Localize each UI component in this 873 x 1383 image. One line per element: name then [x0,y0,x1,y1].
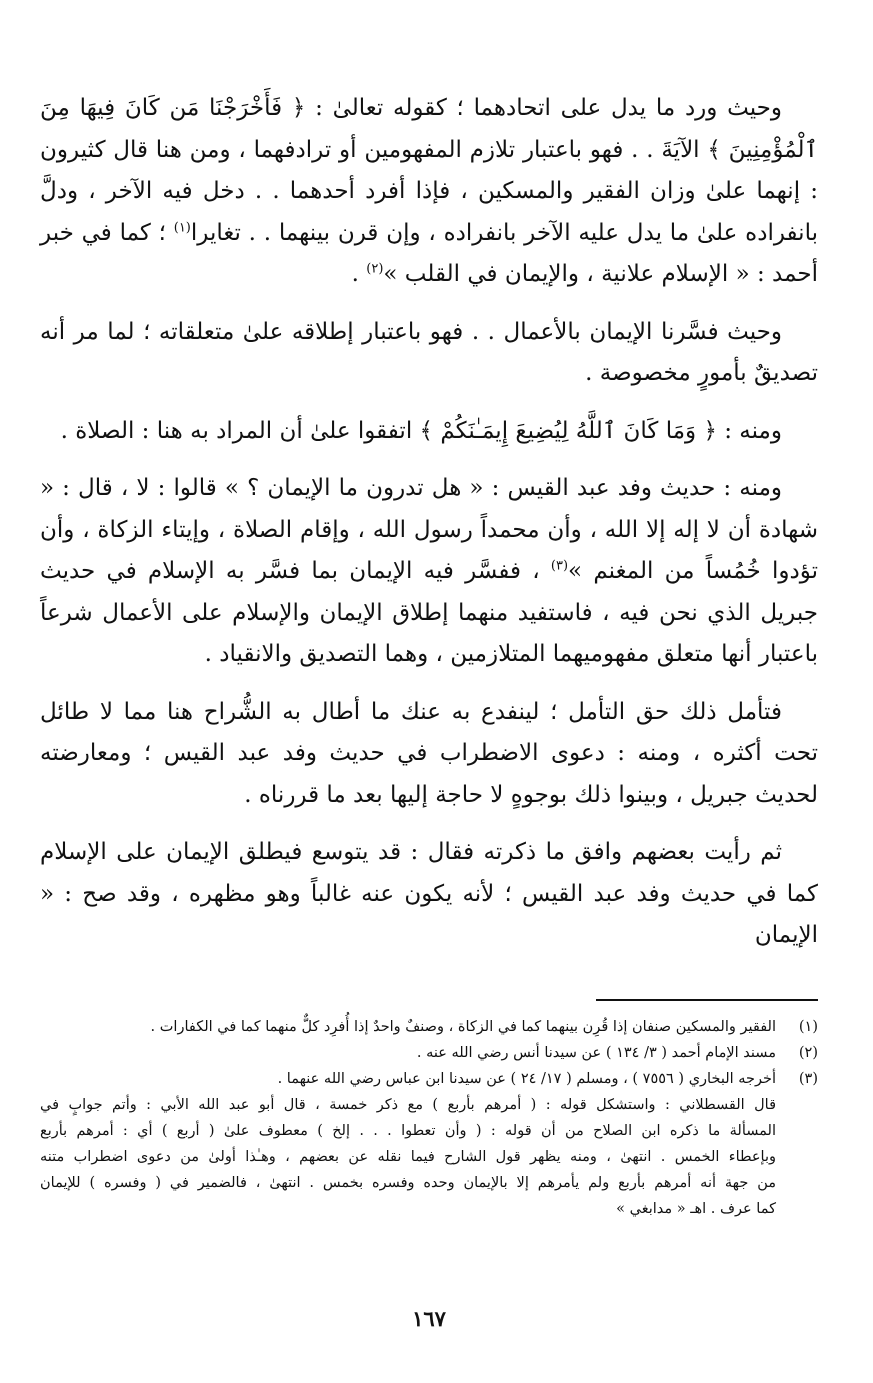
footnote-commentary-line: قال القسطلاني : واستشكل قوله : ( أمرهم بأربع ) مع ذكر خمسة ، قال أبو عبد الله الأبي : وأتم جوابٍ في [40,1097,776,1113]
footnotes [40,1014,818,1222]
paragraph-1 [40,88,818,296]
paragraph-1-text-a: وحيث ورد ما يدل على اتحادهما ؛ كقوله تعالىٰ : ﴿ فَأَخْرَجْنَا مَن كَانَ فِيهَا مِنَ ٱلْمُؤْمِنِينَ ﴾ الآيَةَ . . فهو باعتبار تلازم المفهومين أو ترادفهما ، ومن هنا قال كثيرون : إنهما علىٰ وزان الفقير والمسكين ، فإذا أفرد أحدهما . . دخل فيه الآخر ، ودلَّ بانفراده علىٰ ما يدل عليه الآخر بانفراده ، وإن قرن بينهما . . تغايرا [40,95,818,246]
footnote-3 [40,1066,818,1092]
paragraph-1-text-c: . [351,261,367,287]
footnote-1 [40,1014,818,1040]
footnote-3-commentary [40,1092,818,1222]
footnote-commentary-line: وبإعطاء الخمس . انتهىٰ ، ومنه يظهر قول الشارح فيما نقله عن بعضهم ، وهـٰذا أولىٰ من دعوى اضطراب متنه [40,1149,776,1165]
footnote-divider [596,999,818,1001]
paragraph-4-text-a: ومنه : حديث وفد عبد القيس : « هل تدرون ما الإيمان ؟ » قالوا : لا ، قال : « شهادة أن لا إله إلا الله ، وأن محمداً رسول الله ، وإقام الصلاة ، وإيتاء الزكاة ، وأن تؤدوا خُمُساً من المغنم » [40,475,818,584]
paragraph-2: وحيث فسَّرنا الإيمان بالأعمال . . فهو باعتبار إطلاقه علىٰ متعلقاته ؛ لما مر أنه تصديقٌ بأمورٍ مخصوصة . [40,318,818,386]
page-number: ١٦٧ [412,1306,446,1331]
paragraph-1-text-b: ؛ كما في خبر أحمد : « الإسلام علانية ، والإيمان في القلب » [40,219,818,287]
footnote-number: (٣) [798,1071,818,1087]
footnote-commentary-line: المسألة ما ذكره ابن الصلاح من أن قوله : ( وأن تعطوا . . . إلخ ) معطوف علىٰ ( أربع ) أي : أمرهم بأربع [40,1123,776,1139]
footnote-2 [40,1040,818,1066]
footnote-number: (٢) [798,1045,818,1061]
book-page [40,88,818,1358]
footnote-number: (١) [798,1019,818,1035]
footnote-ref-3[interactable]: (٣) [550,558,569,574]
footnote-ref-1[interactable]: (١) [173,219,191,235]
footnote-text: الفقير والمسكين صنفان إذا قُرِن بينهما كما في الزكاة ، وصنفٌ واحدٌ إذا أُفرِد كلٌّ منهما كما في الكفارات . [150,1019,776,1035]
main-text [40,88,818,957]
paragraph-4 [40,468,818,676]
paragraph-3: ومنه : ﴿ وَمَا كَانَ ٱللَّهُ لِيُضِيعَ إِيمَـٰنَكُمْ ﴾ اتفقوا علىٰ أن المراد به هنا : الصلاة . [60,417,782,444]
footnote-commentary-line: من جهة أنه أمرهم بأربع ولم يأمرهم إلا بالإيمان وحده وفسره بخمس . انتهىٰ ، فالضمير في ( وفسره ) للإيمان [40,1175,776,1191]
paragraph-5: فتأمل ذلك حق التأمل ؛ لينفدع به عنك ما أطال به الشُّراح هنا مما لا طائل تحت أكثره ، ومنه : دعوى الاضطراب في حديث وفد عبد القيس ؛ ومعارضته لحديث جبريل ، وبينوا ذلك بوجوهٍ لا حاجة إليها بعد ما قررناه . [40,698,818,808]
footnote-commentary-line: كما عرف . اهـ « مدابغي » [616,1201,776,1217]
footnote-text: أخرجه البخاري ( ٧٥٥٦ ) ، ومسلم ( ١٧/ ٢٤ ) عن سيدنا ابن عباس رضي الله عنهما . [277,1071,776,1087]
footnote-ref-2[interactable]: (٢) [366,261,384,277]
footnote-text: مسند الإمام أحمد ( ٣/ ١٣٤ ) عن سيدنا أنس رضي الله عنه . [416,1045,776,1061]
paragraph-6: ثم رأيت بعضهم وافق ما ذكرته فقال : قد يتوسع فيطلق الإيمان على الإسلام كما في حديث وفد عبد القيس ؛ لأنه يكون عنه غالباً وهو مظهره ، وقد صح : « الإيمان [40,839,818,948]
paragraph-4-text-b: ، ففسَّر فيه الإيمان بما فسَّر به الإسلام في حديث جبريل الذي نحن فيه ، فاستفيد منهما إطلاق الإيمان والإسلام على الأعمال شرعاً باعتبار أنها متعلق مفهوميهما المتلازمين ، وهما التصديق والانقياد . [40,558,818,667]
